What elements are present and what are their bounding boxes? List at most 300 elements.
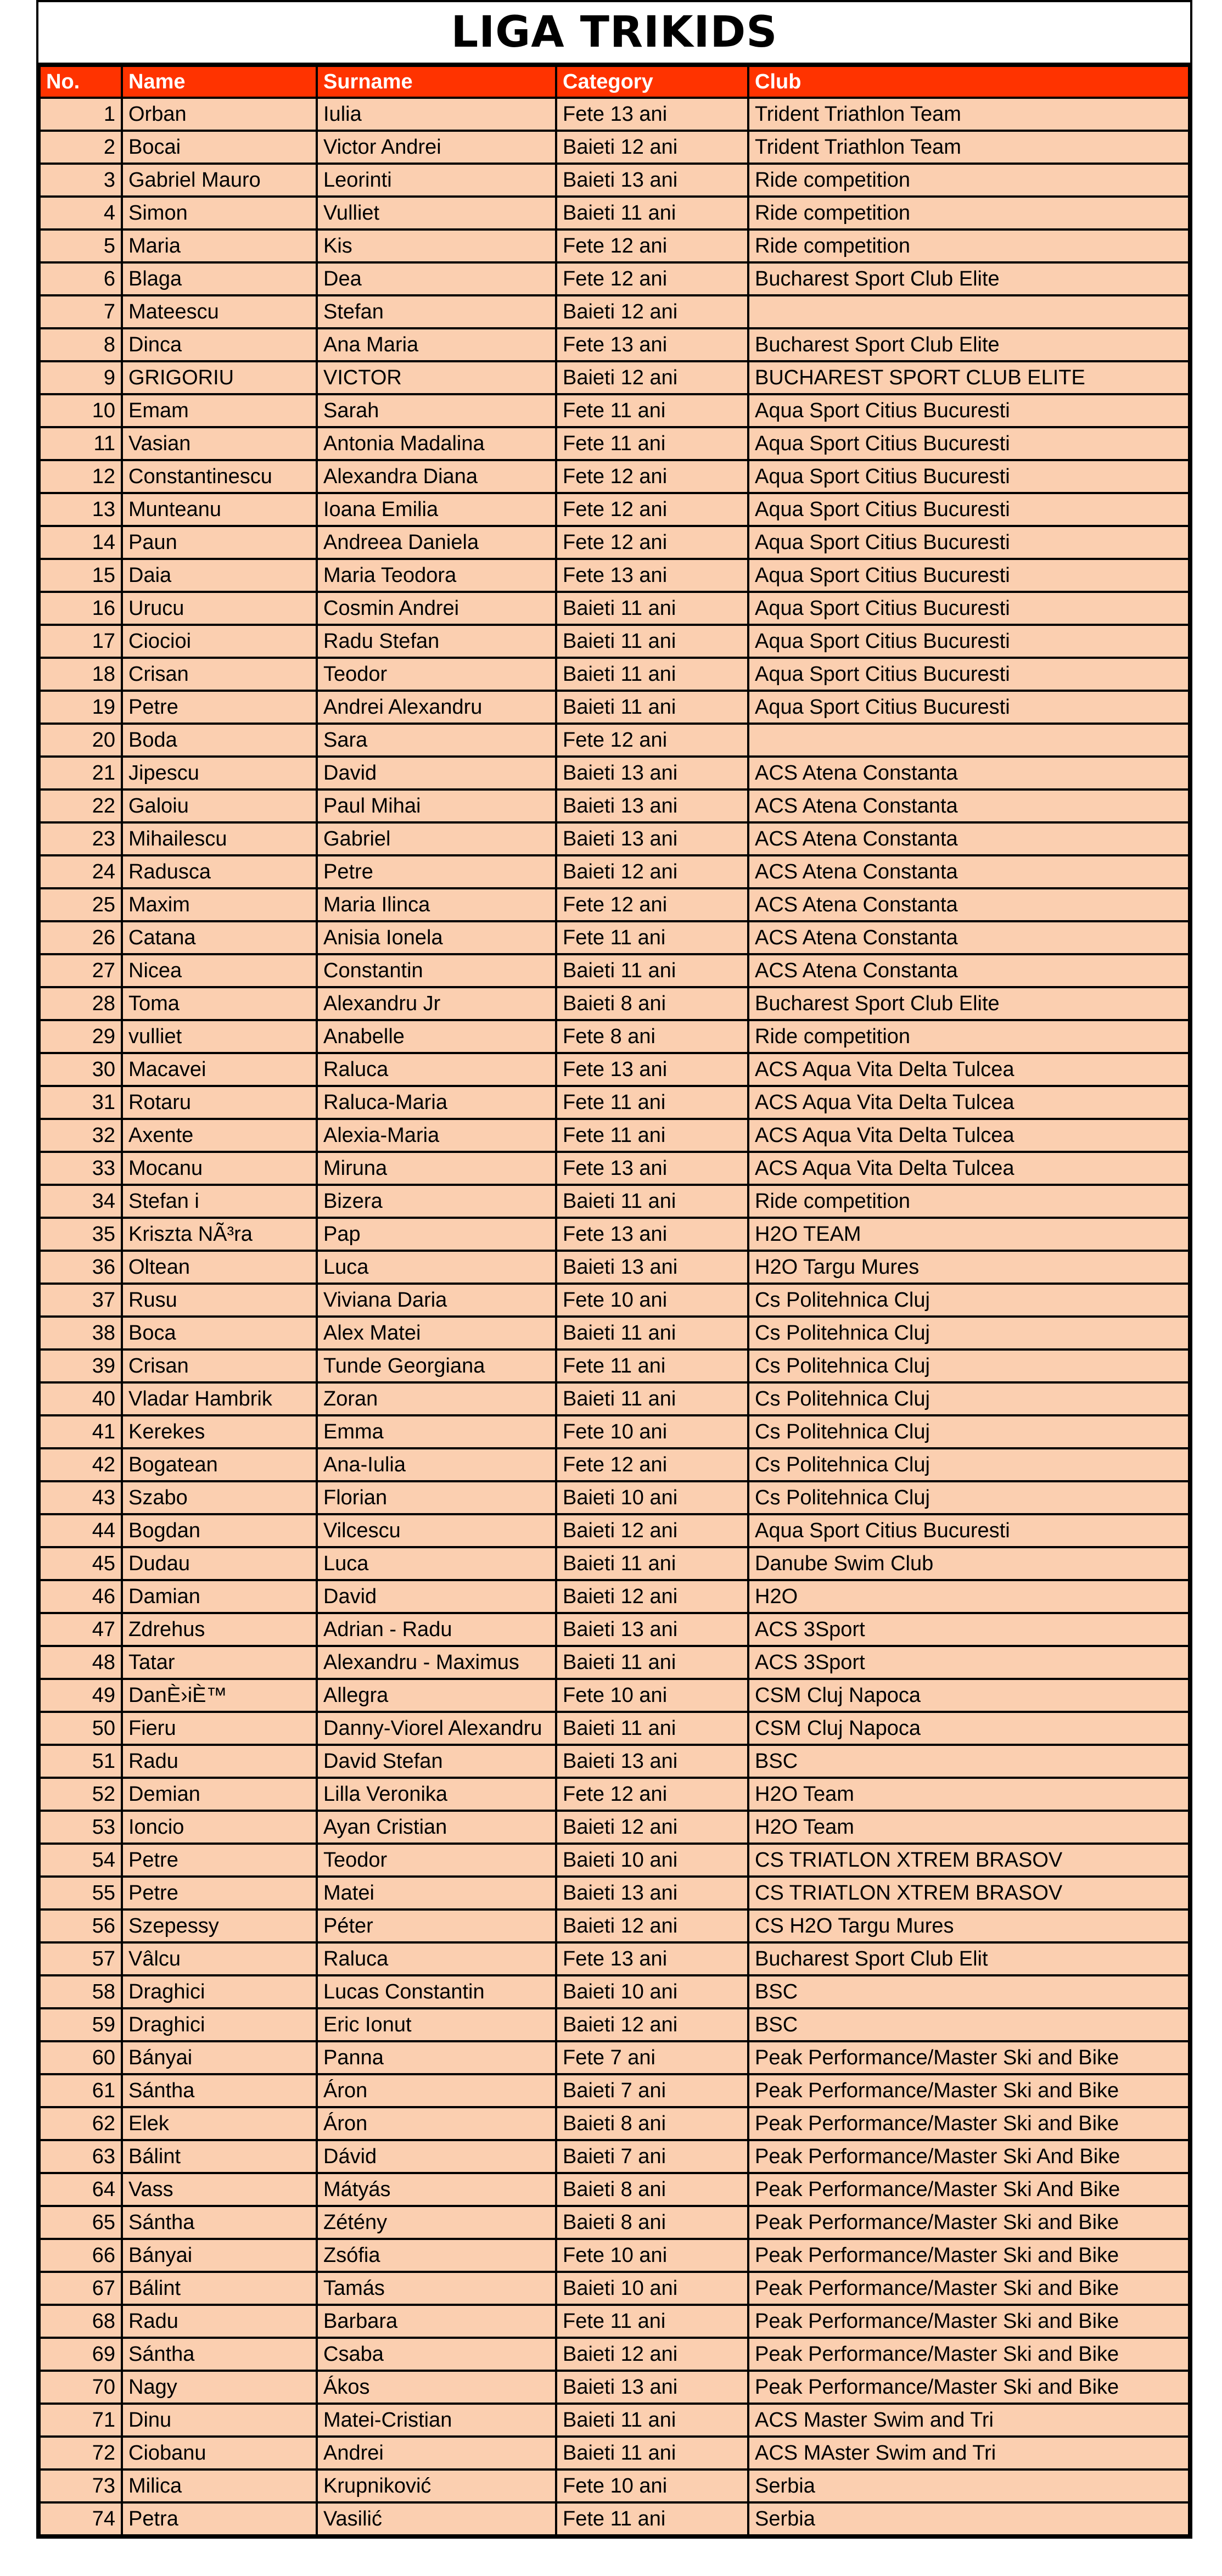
cell-surname: Alexandra Diana <box>317 460 556 493</box>
cell-name: Petre <box>122 691 317 724</box>
table-row <box>40 921 1189 954</box>
cell-surname: Raluca-Maria <box>317 1086 556 1119</box>
header-club: Club <box>748 66 1189 98</box>
cell-club: Cs Politehnica Cluj <box>748 1317 1189 1349</box>
cell-category: Baieti 11 ani <box>556 658 748 691</box>
cell-name: Zdrehus <box>122 1613 317 1646</box>
cell-no: 17 <box>40 625 122 658</box>
cell-name: Paun <box>122 526 317 559</box>
cell-name: Draghici <box>122 2008 317 2041</box>
cell-category: Fete 11 ani <box>556 1086 748 1119</box>
cell-surname: Gabriel <box>317 822 556 855</box>
table-row <box>40 1251 1189 1284</box>
table-row <box>40 1877 1189 1909</box>
cell-name: Petre <box>122 1844 317 1877</box>
cell-club: ACS 3Sport <box>748 1646 1189 1679</box>
cell-club: Peak Performance/Master Ski and Bike <box>748 2272 1189 2305</box>
table-row <box>40 559 1189 592</box>
cell-category: Fete 12 ani <box>556 526 748 559</box>
cell-category: Baieti 13 ani <box>556 822 748 855</box>
cell-surname: Paul Mihai <box>317 789 556 822</box>
cell-category: Baieti 12 ani <box>556 1811 748 1844</box>
cell-surname: Miruna <box>317 1152 556 1185</box>
cell-club: Bucharest Sport Club Elite <box>748 328 1189 361</box>
cell-club: Serbia <box>748 2469 1189 2502</box>
cell-club: ACS Aqua Vita Delta Tulcea <box>748 1152 1189 1185</box>
cell-club: ACS Atena Constanta <box>748 757 1189 789</box>
cell-category: Baieti 11 ani <box>556 592 748 625</box>
table-row <box>40 1909 1189 1942</box>
cell-surname: Luca <box>317 1251 556 1284</box>
cell-category: Baieti 10 ani <box>556 1481 748 1514</box>
table-row <box>40 328 1189 361</box>
cell-category: Fete 11 ani <box>556 427 748 460</box>
cell-club: Peak Performance/Master Ski And Bike <box>748 2173 1189 2206</box>
cell-name: Galoiu <box>122 789 317 822</box>
cell-category: Fete 13 ani <box>556 559 748 592</box>
cell-name: Dinca <box>122 328 317 361</box>
table-row <box>40 493 1189 526</box>
cell-name: GRIGORIU <box>122 361 317 394</box>
cell-surname: Mátyás <box>317 2173 556 2206</box>
cell-no: 64 <box>40 2173 122 2206</box>
table-row <box>40 1975 1189 2008</box>
cell-no: 2 <box>40 131 122 164</box>
cell-category: Fete 10 ani <box>556 2239 748 2272</box>
cell-name: Damian <box>122 1580 317 1613</box>
cell-no: 23 <box>40 822 122 855</box>
cell-surname: Csaba <box>317 2338 556 2371</box>
table-row <box>40 262 1189 295</box>
cell-club: Trident Triathlon Team <box>748 131 1189 164</box>
cell-no: 59 <box>40 2008 122 2041</box>
table-row <box>40 1778 1189 1811</box>
cell-surname: Zsófia <box>317 2239 556 2272</box>
cell-category: Baieti 12 ani <box>556 361 748 394</box>
cell-category: Baieti 13 ani <box>556 1251 748 1284</box>
cell-surname: Tunde Georgiana <box>317 1349 556 1382</box>
cell-name: Vladar Hambrik <box>122 1382 317 1415</box>
cell-no: 68 <box>40 2305 122 2338</box>
cell-category: Baieti 11 ani <box>556 2437 748 2469</box>
cell-no: 40 <box>40 1382 122 1415</box>
cell-name: Elek <box>122 2107 317 2140</box>
header-surname: Surname <box>317 66 556 98</box>
cell-name: Kerekes <box>122 1415 317 1448</box>
cell-club: Cs Politehnica Cluj <box>748 1382 1189 1415</box>
table-row <box>40 164 1189 197</box>
table-row <box>40 1349 1189 1382</box>
cell-surname: Ana-Iulia <box>317 1448 556 1481</box>
table-row <box>40 1086 1189 1119</box>
table-row <box>40 1020 1189 1053</box>
cell-club: Peak Performance/Master Ski and Bike <box>748 2107 1189 2140</box>
cell-surname: David Stefan <box>317 1745 556 1778</box>
table-row <box>40 855 1189 888</box>
cell-surname: Danny-Viorel Alexandru <box>317 1712 556 1745</box>
cell-category: Baieti 13 ani <box>556 1745 748 1778</box>
cell-no: 29 <box>40 1020 122 1053</box>
cell-club: Aqua Sport Citius Bucuresti <box>748 427 1189 460</box>
table-row <box>40 2305 1189 2338</box>
cell-surname: Vulliet <box>317 197 556 229</box>
cell-no: 56 <box>40 1909 122 1942</box>
cell-club: H2O Team <box>748 1778 1189 1811</box>
table-row <box>40 460 1189 493</box>
cell-no: 62 <box>40 2107 122 2140</box>
cell-club: Aqua Sport Citius Bucuresti <box>748 658 1189 691</box>
cell-surname: Alexandru Jr <box>317 987 556 1020</box>
table-row <box>40 295 1189 328</box>
cell-club: ACS 3Sport <box>748 1613 1189 1646</box>
cell-surname: Pap <box>317 1218 556 1251</box>
cell-name: Szepessy <box>122 1909 317 1942</box>
table-row <box>40 1053 1189 1086</box>
cell-no: 10 <box>40 394 122 427</box>
table-row <box>40 1679 1189 1712</box>
cell-category: Fete 11 ani <box>556 2305 748 2338</box>
cell-surname: Tamás <box>317 2272 556 2305</box>
cell-name: Stefan i <box>122 1185 317 1218</box>
cell-category: Fete 13 ani <box>556 1218 748 1251</box>
cell-category: Fete 12 ani <box>556 262 748 295</box>
table-row <box>40 1481 1189 1514</box>
cell-no: 65 <box>40 2206 122 2239</box>
cell-category: Baieti 12 ani <box>556 2008 748 2041</box>
cell-no: 39 <box>40 1349 122 1382</box>
cell-no: 34 <box>40 1185 122 1218</box>
cell-club: ACS Atena Constanta <box>748 789 1189 822</box>
cell-surname: Raluca <box>317 1053 556 1086</box>
table-row <box>40 1613 1189 1646</box>
table-row <box>40 2437 1189 2469</box>
cell-no: 16 <box>40 592 122 625</box>
cell-surname: Victor Andrei <box>317 131 556 164</box>
header-row <box>40 66 1189 98</box>
sheet <box>36 0 1192 2539</box>
table-row <box>40 987 1189 1020</box>
title-bar <box>38 0 1190 65</box>
cell-category: Baieti 13 ani <box>556 789 748 822</box>
table-row <box>40 625 1189 658</box>
cell-club: ACS Atena Constanta <box>748 888 1189 921</box>
cell-category: Fete 11 ani <box>556 394 748 427</box>
cell-no: 43 <box>40 1481 122 1514</box>
cell-surname: Stefan <box>317 295 556 328</box>
cell-club: Peak Performance/Master Ski and Bike <box>748 2074 1189 2107</box>
cell-no: 19 <box>40 691 122 724</box>
cell-no: 6 <box>40 262 122 295</box>
cell-surname: Iulia <box>317 98 556 131</box>
cell-name: Blaga <box>122 262 317 295</box>
table-row <box>40 2140 1189 2173</box>
cell-no: 32 <box>40 1119 122 1152</box>
cell-surname: Anabelle <box>317 1020 556 1053</box>
table-row <box>40 691 1189 724</box>
cell-name: Simon <box>122 197 317 229</box>
cell-name: Axente <box>122 1119 317 1152</box>
cell-club: ACS Atena Constanta <box>748 822 1189 855</box>
cell-club: Aqua Sport Citius Bucuresti <box>748 1514 1189 1547</box>
cell-surname: Constantin <box>317 954 556 987</box>
cell-club: Bucharest Sport Club Elite <box>748 262 1189 295</box>
cell-category: Fete 8 ani <box>556 1020 748 1053</box>
cell-surname: Dea <box>317 262 556 295</box>
table-row <box>40 1284 1189 1317</box>
cell-category: Baieti 12 ani <box>556 1580 748 1613</box>
cell-no: 57 <box>40 1942 122 1975</box>
cell-club: Aqua Sport Citius Bucuresti <box>748 559 1189 592</box>
table-row <box>40 2371 1189 2404</box>
cell-no: 45 <box>40 1547 122 1580</box>
cell-surname: Allegra <box>317 1679 556 1712</box>
table-row <box>40 131 1189 164</box>
table-row <box>40 1514 1189 1547</box>
cell-name: Toma <box>122 987 317 1020</box>
cell-category: Baieti 7 ani <box>556 2074 748 2107</box>
cell-category: Fete 12 ani <box>556 1778 748 1811</box>
cell-club: Aqua Sport Citius Bucuresti <box>748 592 1189 625</box>
cell-name: Daia <box>122 559 317 592</box>
cell-club: ACS Atena Constanta <box>748 921 1189 954</box>
cell-name: Radu <box>122 2305 317 2338</box>
cell-surname: David <box>317 1580 556 1613</box>
cell-name: Vasian <box>122 427 317 460</box>
cell-name: Radu <box>122 1745 317 1778</box>
cell-club: Peak Performance/Master Ski and Bike <box>748 2239 1189 2272</box>
cell-surname: Alexandru - Maximus <box>317 1646 556 1679</box>
cell-no: 53 <box>40 1811 122 1844</box>
table-row <box>40 2338 1189 2371</box>
cell-no: 26 <box>40 921 122 954</box>
cell-no: 42 <box>40 1448 122 1481</box>
cell-name: Mocanu <box>122 1152 317 1185</box>
cell-club: ACS Master Swim and Tri <box>748 2404 1189 2437</box>
cell-name: Sántha <box>122 2206 317 2239</box>
table-row <box>40 658 1189 691</box>
cell-surname: Ana Maria <box>317 328 556 361</box>
cell-no: 74 <box>40 2502 122 2535</box>
cell-surname: Petre <box>317 855 556 888</box>
table-row <box>40 592 1189 625</box>
cell-name: Dudau <box>122 1547 317 1580</box>
cell-club: Peak Performance/Master Ski and Bike <box>748 2206 1189 2239</box>
cell-no: 67 <box>40 2272 122 2305</box>
table-row <box>40 1811 1189 1844</box>
cell-category: Baieti 11 ani <box>556 1185 748 1218</box>
table-row <box>40 98 1189 131</box>
cell-club: Cs Politehnica Cluj <box>748 1284 1189 1317</box>
cell-category: Baieti 13 ani <box>556 1613 748 1646</box>
cell-name: Dinu <box>122 2404 317 2437</box>
cell-surname: Kis <box>317 229 556 262</box>
cell-category: Baieti 12 ani <box>556 855 748 888</box>
table-row <box>40 1942 1189 1975</box>
cell-no: 7 <box>40 295 122 328</box>
cell-category: Fete 11 ani <box>556 2502 748 2535</box>
cell-no: 1 <box>40 98 122 131</box>
cell-category: Baieti 13 ani <box>556 757 748 789</box>
cell-category: Baieti 12 ani <box>556 1514 748 1547</box>
cell-category: Baieti 11 ani <box>556 1646 748 1679</box>
cell-name: Tatar <box>122 1646 317 1679</box>
cell-no: 49 <box>40 1679 122 1712</box>
table-row <box>40 2206 1189 2239</box>
cell-club: ACS Atena Constanta <box>748 855 1189 888</box>
cell-club: Trident Triathlon Team <box>748 98 1189 131</box>
cell-name: Gabriel Mauro <box>122 164 317 197</box>
cell-name: Catana <box>122 921 317 954</box>
cell-name: Bányai <box>122 2239 317 2272</box>
cell-no: 38 <box>40 1317 122 1349</box>
cell-no: 51 <box>40 1745 122 1778</box>
cell-name: Sántha <box>122 2074 317 2107</box>
cell-surname: David <box>317 757 556 789</box>
cell-name: Orban <box>122 98 317 131</box>
cell-category: Baieti 11 ani <box>556 1712 748 1745</box>
cell-surname: Maria Teodora <box>317 559 556 592</box>
cell-surname: Maria Ilinca <box>317 888 556 921</box>
table-row <box>40 2469 1189 2502</box>
cell-category: Baieti 10 ani <box>556 1844 748 1877</box>
cell-name: Jipescu <box>122 757 317 789</box>
cell-name: Macavei <box>122 1053 317 1086</box>
cell-category: Fete 13 ani <box>556 1152 748 1185</box>
cell-surname: Zétény <box>317 2206 556 2239</box>
cell-name: Demian <box>122 1778 317 1811</box>
page-title: LIGA TRIKIDS <box>451 8 778 57</box>
cell-category: Baieti 10 ani <box>556 2272 748 2305</box>
cell-category: Fete 12 ani <box>556 493 748 526</box>
cell-no: 71 <box>40 2404 122 2437</box>
cell-name: Ciocioi <box>122 625 317 658</box>
cell-club: CS TRIATLON XTREM BRASOV <box>748 1877 1189 1909</box>
cell-no: 15 <box>40 559 122 592</box>
cell-name: Rusu <box>122 1284 317 1317</box>
cell-category: Fete 12 ani <box>556 229 748 262</box>
cell-surname: Alexia-Maria <box>317 1119 556 1152</box>
cell-name: Petre <box>122 1877 317 1909</box>
cell-category: Baieti 11 ani <box>556 691 748 724</box>
cell-category: Baieti 11 ani <box>556 197 748 229</box>
cell-surname: Andrei <box>317 2437 556 2469</box>
cell-surname: Krupniković <box>317 2469 556 2502</box>
cell-category: Baieti 11 ani <box>556 625 748 658</box>
cell-club: Aqua Sport Citius Bucuresti <box>748 493 1189 526</box>
table-row <box>40 1547 1189 1580</box>
cell-club: CS H2O Targu Mures <box>748 1909 1189 1942</box>
cell-no: 41 <box>40 1415 122 1448</box>
cell-club: BUCHAREST SPORT CLUB ELITE <box>748 361 1189 394</box>
cell-category: Fete 12 ani <box>556 460 748 493</box>
cell-surname: Antonia Madalina <box>317 427 556 460</box>
cell-club: Cs Politehnica Cluj <box>748 1448 1189 1481</box>
cell-name: Boda <box>122 724 317 757</box>
table-row <box>40 954 1189 987</box>
cell-name: Munteanu <box>122 493 317 526</box>
cell-category: Fete 12 ani <box>556 724 748 757</box>
cell-no: 12 <box>40 460 122 493</box>
cell-club: Serbia <box>748 2502 1189 2535</box>
cell-no: 4 <box>40 197 122 229</box>
cell-club: Ride competition <box>748 1185 1189 1218</box>
table-row <box>40 394 1189 427</box>
cell-name: vulliet <box>122 1020 317 1053</box>
cell-surname: Florian <box>317 1481 556 1514</box>
cell-category: Baieti 8 ani <box>556 987 748 1020</box>
cell-name: Oltean <box>122 1251 317 1284</box>
cell-name: Maxim <box>122 888 317 921</box>
cell-surname: Cosmin Andrei <box>317 592 556 625</box>
cell-no: 33 <box>40 1152 122 1185</box>
cell-club: Peak Performance/Master Ski And Bike <box>748 2140 1189 2173</box>
cell-category: Baieti 13 ani <box>556 1877 748 1909</box>
cell-surname: Andrei Alexandru <box>317 691 556 724</box>
header-category: Category <box>556 66 748 98</box>
cell-surname: Ayan Cristian <box>317 1811 556 1844</box>
cell-name: Constantinescu <box>122 460 317 493</box>
cell-category: Baieti 13 ani <box>556 2371 748 2404</box>
cell-club: CSM Cluj Napoca <box>748 1712 1189 1745</box>
table-row <box>40 1580 1189 1613</box>
cell-name: Mateescu <box>122 295 317 328</box>
cell-no: 69 <box>40 2338 122 2371</box>
table-row <box>40 229 1189 262</box>
cell-no: 27 <box>40 954 122 987</box>
cell-no: 52 <box>40 1778 122 1811</box>
cell-club <box>748 724 1189 757</box>
cell-surname: Teodor <box>317 658 556 691</box>
cell-name: Ioncio <box>122 1811 317 1844</box>
table-row <box>40 2272 1189 2305</box>
cell-surname: Sara <box>317 724 556 757</box>
cell-club: Aqua Sport Citius Bucuresti <box>748 526 1189 559</box>
table-row <box>40 1152 1189 1185</box>
cell-name: Radusca <box>122 855 317 888</box>
cell-name: Milica <box>122 2469 317 2502</box>
table-row <box>40 2008 1189 2041</box>
cell-club: BSC <box>748 1975 1189 2008</box>
cell-no: 22 <box>40 789 122 822</box>
cell-surname: Alex Matei <box>317 1317 556 1349</box>
cell-surname: Eric Ionut <box>317 2008 556 2041</box>
cell-name: DanÈ›iÈ™ <box>122 1679 317 1712</box>
table-row <box>40 1448 1189 1481</box>
cell-club: H2O Team <box>748 1811 1189 1844</box>
cell-category: Fete 13 ani <box>556 98 748 131</box>
cell-name: Bálint <box>122 2140 317 2173</box>
cell-club: ACS Atena Constanta <box>748 954 1189 987</box>
table-row <box>40 2074 1189 2107</box>
cell-surname: Viviana Daria <box>317 1284 556 1317</box>
cell-surname: Ioana Emilia <box>317 493 556 526</box>
cell-club: Danube Swim Club <box>748 1547 1189 1580</box>
table-row <box>40 1382 1189 1415</box>
cell-surname: Zoran <box>317 1382 556 1415</box>
cell-no: 18 <box>40 658 122 691</box>
cell-club: ACS Aqua Vita Delta Tulcea <box>748 1086 1189 1119</box>
cell-club: Aqua Sport Citius Bucuresti <box>748 691 1189 724</box>
table-row <box>40 2173 1189 2206</box>
table-row <box>40 2239 1189 2272</box>
cell-no: 55 <box>40 1877 122 1909</box>
table-row <box>40 2107 1189 2140</box>
cell-no: 46 <box>40 1580 122 1613</box>
cell-name: Fieru <box>122 1712 317 1745</box>
cell-category: Baieti 12 ani <box>556 131 748 164</box>
cell-no: 70 <box>40 2371 122 2404</box>
cell-club <box>748 295 1189 328</box>
